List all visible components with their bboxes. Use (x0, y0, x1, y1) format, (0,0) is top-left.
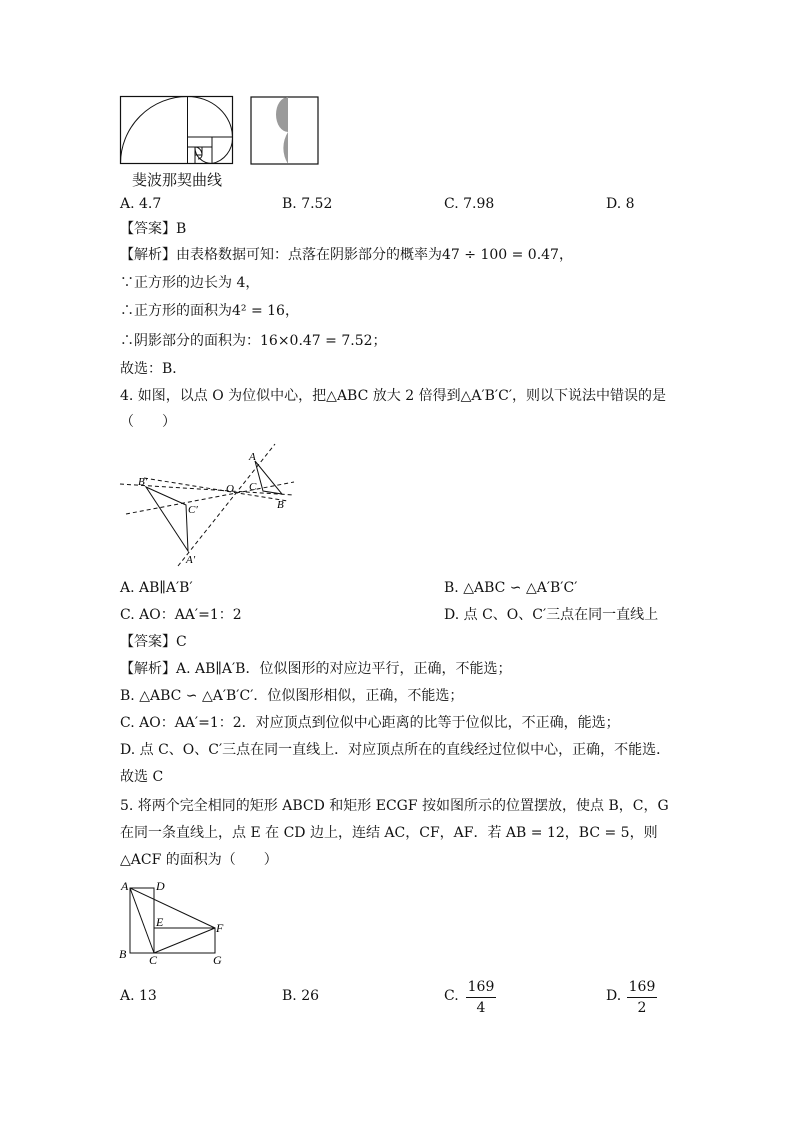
label-b: B (119, 947, 127, 961)
option-c-fraction (466, 978, 496, 1017)
analysis-line: 【解析】A. AB∥A′B．位似图形的对应边平行，正确，不能选； (120, 661, 512, 677)
numerator: 169 (628, 979, 656, 995)
option-c: C. AO：AA′=1：2 (120, 607, 242, 623)
label-c: C (249, 481, 257, 493)
option-a: A. 4.7 (120, 196, 162, 212)
numerator: 169 (467, 979, 495, 995)
analysis-line: 故选：B． (120, 361, 187, 377)
question-stem: （ ） (120, 414, 176, 430)
question-stem: 5. 将两个完全相同的矩形 ABCD 和矩形 ECGF 按如图所示的位置摆放，使点 B，C，G (120, 798, 669, 814)
option-b: B. 26 (282, 988, 320, 1004)
option-d-prefix: D. (606, 988, 622, 1004)
analysis-line: B. △ABC ∽ △A′B′C′．位似图形相似，正确，不能选； (120, 688, 464, 704)
option-a: A. 13 (120, 988, 157, 1004)
label-f: F (216, 921, 224, 935)
analysis-line: ∵正方形的边长为 4， (120, 275, 260, 291)
denominator: 4 (476, 1000, 486, 1016)
label-b-prime: B′ (138, 476, 148, 488)
shaded-square-figure (250, 96, 320, 166)
homothety-figure (118, 438, 304, 570)
label-b: B (277, 499, 284, 511)
question-stem: 4. 如图，以点 O 为位似中心，把△ABC 放大 2 倍得到△A′B′C′，则以下说法中错误的是 (120, 388, 666, 404)
option-c: C. 7.98 (444, 196, 495, 212)
analysis-line: ∴阴影部分的面积为：16×0.47 = 7.52； (120, 333, 387, 349)
option-a: A. AB∥A′B′ (120, 580, 193, 596)
analysis-line: ∴正方形的面积为4² = 16， (120, 303, 299, 319)
label-c-prime: C′ (188, 504, 198, 516)
question-stem: 在同一条直线上，点 E 在 CD 边上，连结 AC，CF，AF．若 AB = 12，BC = 5，则 (120, 825, 658, 841)
analysis-line: 故选 C (120, 769, 164, 785)
label-a: A (249, 451, 256, 463)
answer-label: 【答案】B (120, 221, 187, 237)
option-b: B. 7.52 (282, 196, 333, 212)
option-d-fraction (627, 978, 657, 1017)
rectangles-figure (116, 878, 234, 966)
analysis-line: C. AO：AA′=1：2．对应顶点到位似中心距离的比等于位似比，不正确，能选； (120, 715, 620, 731)
label-a-prime: A′ (186, 554, 196, 566)
label-c: C (149, 953, 158, 966)
figure-caption: 斐波那契曲线 (132, 171, 223, 189)
option-c-prefix: C. (444, 988, 459, 1004)
denominator: 2 (637, 1000, 647, 1016)
analysis-line: 【解析】由表格数据可知：点落在阴影部分的概率为47 ÷ 100 = 0.47， (120, 247, 573, 263)
answer-label: 【答案】C (120, 634, 187, 650)
label-a: A (121, 879, 129, 893)
option-d: D. 点 C、O、C′三点在同一直线上 (444, 607, 659, 623)
question-stem: △ACF 的面积为（ ） (120, 852, 278, 868)
label-e: E (156, 915, 164, 929)
option-b: B. △ABC ∽ △A′B′C′ (444, 580, 578, 596)
label-d: D (156, 879, 165, 893)
option-d: D. 8 (606, 196, 635, 212)
label-g: G (213, 953, 222, 966)
label-o: O (226, 483, 234, 495)
fibonacci-spiral-figure (118, 95, 236, 167)
analysis-line: D. 点 C、O、C′三点在同一直线上．对应顶点所在的直线经过位似中心，正确，不能选． (120, 742, 671, 758)
